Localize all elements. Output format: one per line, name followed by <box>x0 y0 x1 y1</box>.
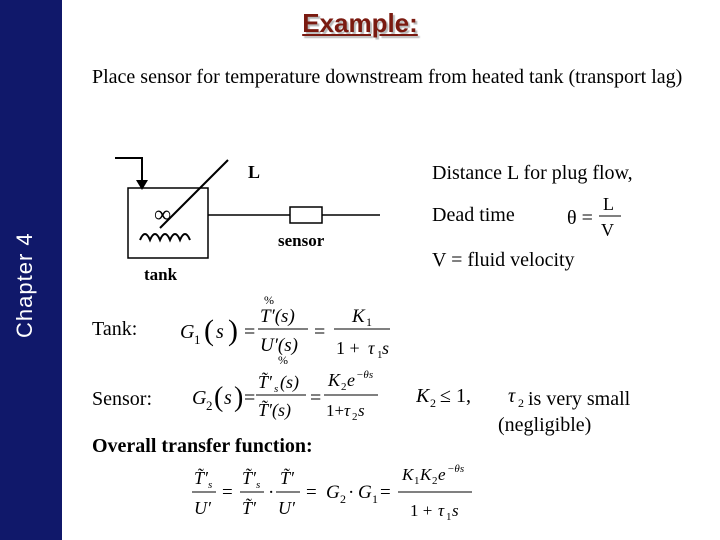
svg-text:τ: τ <box>438 501 445 520</box>
svg-text:e: e <box>347 370 355 390</box>
tank-equation <box>180 296 400 366</box>
svg-text:1 +: 1 + <box>336 338 360 358</box>
svg-text:−θs: −θs <box>447 463 465 475</box>
svg-text:s: s <box>216 321 224 343</box>
svg-text:s: s <box>382 338 390 358</box>
svg-text:1: 1 <box>377 349 383 361</box>
dead-time-text: Dead time <box>432 204 515 226</box>
svg-text:L: L <box>603 194 614 214</box>
svg-text:(: ( <box>204 314 214 347</box>
svg-text:K: K <box>352 306 365 327</box>
svg-text:U′(s): U′(s) <box>260 335 298 356</box>
svg-text:%: % <box>264 296 274 307</box>
svg-text:T̃′: T̃′ <box>258 372 272 392</box>
svg-text:τ: τ <box>508 385 516 407</box>
overall-label-text: Overall transfer function: <box>92 435 313 457</box>
svg-text:2: 2 <box>352 411 358 423</box>
svg-text:T̃′: T̃′ <box>280 468 294 488</box>
svg-text:=: = <box>222 482 233 503</box>
svg-text:U′: U′ <box>194 498 211 518</box>
svg-text:K: K <box>420 465 432 484</box>
svg-text:·: · <box>348 482 355 503</box>
svg-text:=: = <box>306 482 317 503</box>
svg-text:−θs: −θs <box>356 369 374 381</box>
tank-label-text: Tank: <box>92 318 138 340</box>
svg-text:1: 1 <box>194 332 201 347</box>
svg-text:G: G <box>358 482 372 503</box>
chapter-sidebar <box>0 0 62 540</box>
tank-label: tank <box>144 265 178 284</box>
svg-text:1: 1 <box>366 315 372 329</box>
svg-text:·: · <box>268 482 275 503</box>
svg-text:s: s <box>358 401 365 420</box>
tau2-symbol <box>506 380 530 410</box>
heating-coil-icon <box>140 234 190 240</box>
svg-text:=: = <box>314 321 326 343</box>
svg-text:s: s <box>224 387 232 409</box>
sensor-label-text: Sensor: <box>92 388 152 410</box>
overall-equation <box>192 456 482 528</box>
svg-text:K: K <box>416 385 430 407</box>
svg-text:V: V <box>601 220 614 240</box>
svg-text:s: s <box>256 479 261 491</box>
dead-time-equation <box>565 190 635 246</box>
svg-text:G: G <box>192 387 207 409</box>
svg-text:%: % <box>278 353 288 366</box>
svg-text:≤ 1,: ≤ 1, <box>440 385 471 407</box>
svg-text:τ: τ <box>344 401 351 420</box>
svg-text:=: = <box>244 321 256 343</box>
svg-text:=: = <box>244 387 256 409</box>
svg-text:K: K <box>328 370 341 390</box>
gain-condition <box>416 380 496 410</box>
slide-title: Example: <box>302 8 418 38</box>
negligible-text-2: (negligible) <box>498 414 592 436</box>
svg-text:K: K <box>402 465 414 484</box>
sensor-equation <box>192 366 382 428</box>
stirrer-icon: ∞ <box>154 202 172 228</box>
negligible-text: is very small <box>528 388 631 410</box>
svg-text:G: G <box>180 321 195 343</box>
svg-text:G: G <box>326 482 340 503</box>
svg-text:): ) <box>228 314 238 347</box>
svg-text:T̃′: T̃′ <box>242 468 256 488</box>
sensor-body <box>290 207 322 223</box>
svg-text:U′: U′ <box>278 498 295 518</box>
svg-text:s: s <box>274 383 279 395</box>
svg-text:2: 2 <box>432 475 438 487</box>
svg-text:T̃′: T̃′ <box>242 498 256 518</box>
svg-text:s: s <box>452 501 459 520</box>
svg-text:2: 2 <box>340 492 346 506</box>
svg-text:(s): (s) <box>280 372 299 392</box>
svg-text:1: 1 <box>414 475 420 487</box>
svg-text:θ =: θ = <box>567 207 593 229</box>
distance-text: Distance L for plug flow, <box>432 162 633 184</box>
process-diagram <box>110 150 400 290</box>
svg-text:=: = <box>310 387 322 409</box>
svg-text:1 +: 1 + <box>410 501 433 520</box>
svg-text:): ) <box>234 382 244 413</box>
svg-text:s: s <box>208 479 213 491</box>
svg-text:T̃′: T̃′ <box>194 468 208 488</box>
length-label: L <box>248 162 261 182</box>
svg-text:=: = <box>380 482 391 503</box>
svg-text:1: 1 <box>372 492 378 506</box>
svg-text:2: 2 <box>518 396 524 410</box>
svg-text:T′(s): T′(s) <box>260 306 295 327</box>
svg-text:(: ( <box>214 382 224 413</box>
svg-text:τ: τ <box>368 338 375 358</box>
svg-text:1: 1 <box>446 511 452 523</box>
svg-text:2: 2 <box>341 381 347 393</box>
svg-text:T̃′(s): T̃′(s) <box>258 400 291 420</box>
svg-text:e: e <box>438 465 446 484</box>
svg-text:2: 2 <box>430 396 436 410</box>
svg-text:2: 2 <box>206 398 213 413</box>
sensor-label: sensor <box>278 231 325 250</box>
intro-text: Place sensor for temperature downstream from heated tank (transport lag) <box>92 66 683 88</box>
velocity-text: V = fluid velocity <box>432 249 575 271</box>
chapter-label: Chapter 4 <box>12 232 37 338</box>
svg-text:1+: 1+ <box>326 401 345 420</box>
